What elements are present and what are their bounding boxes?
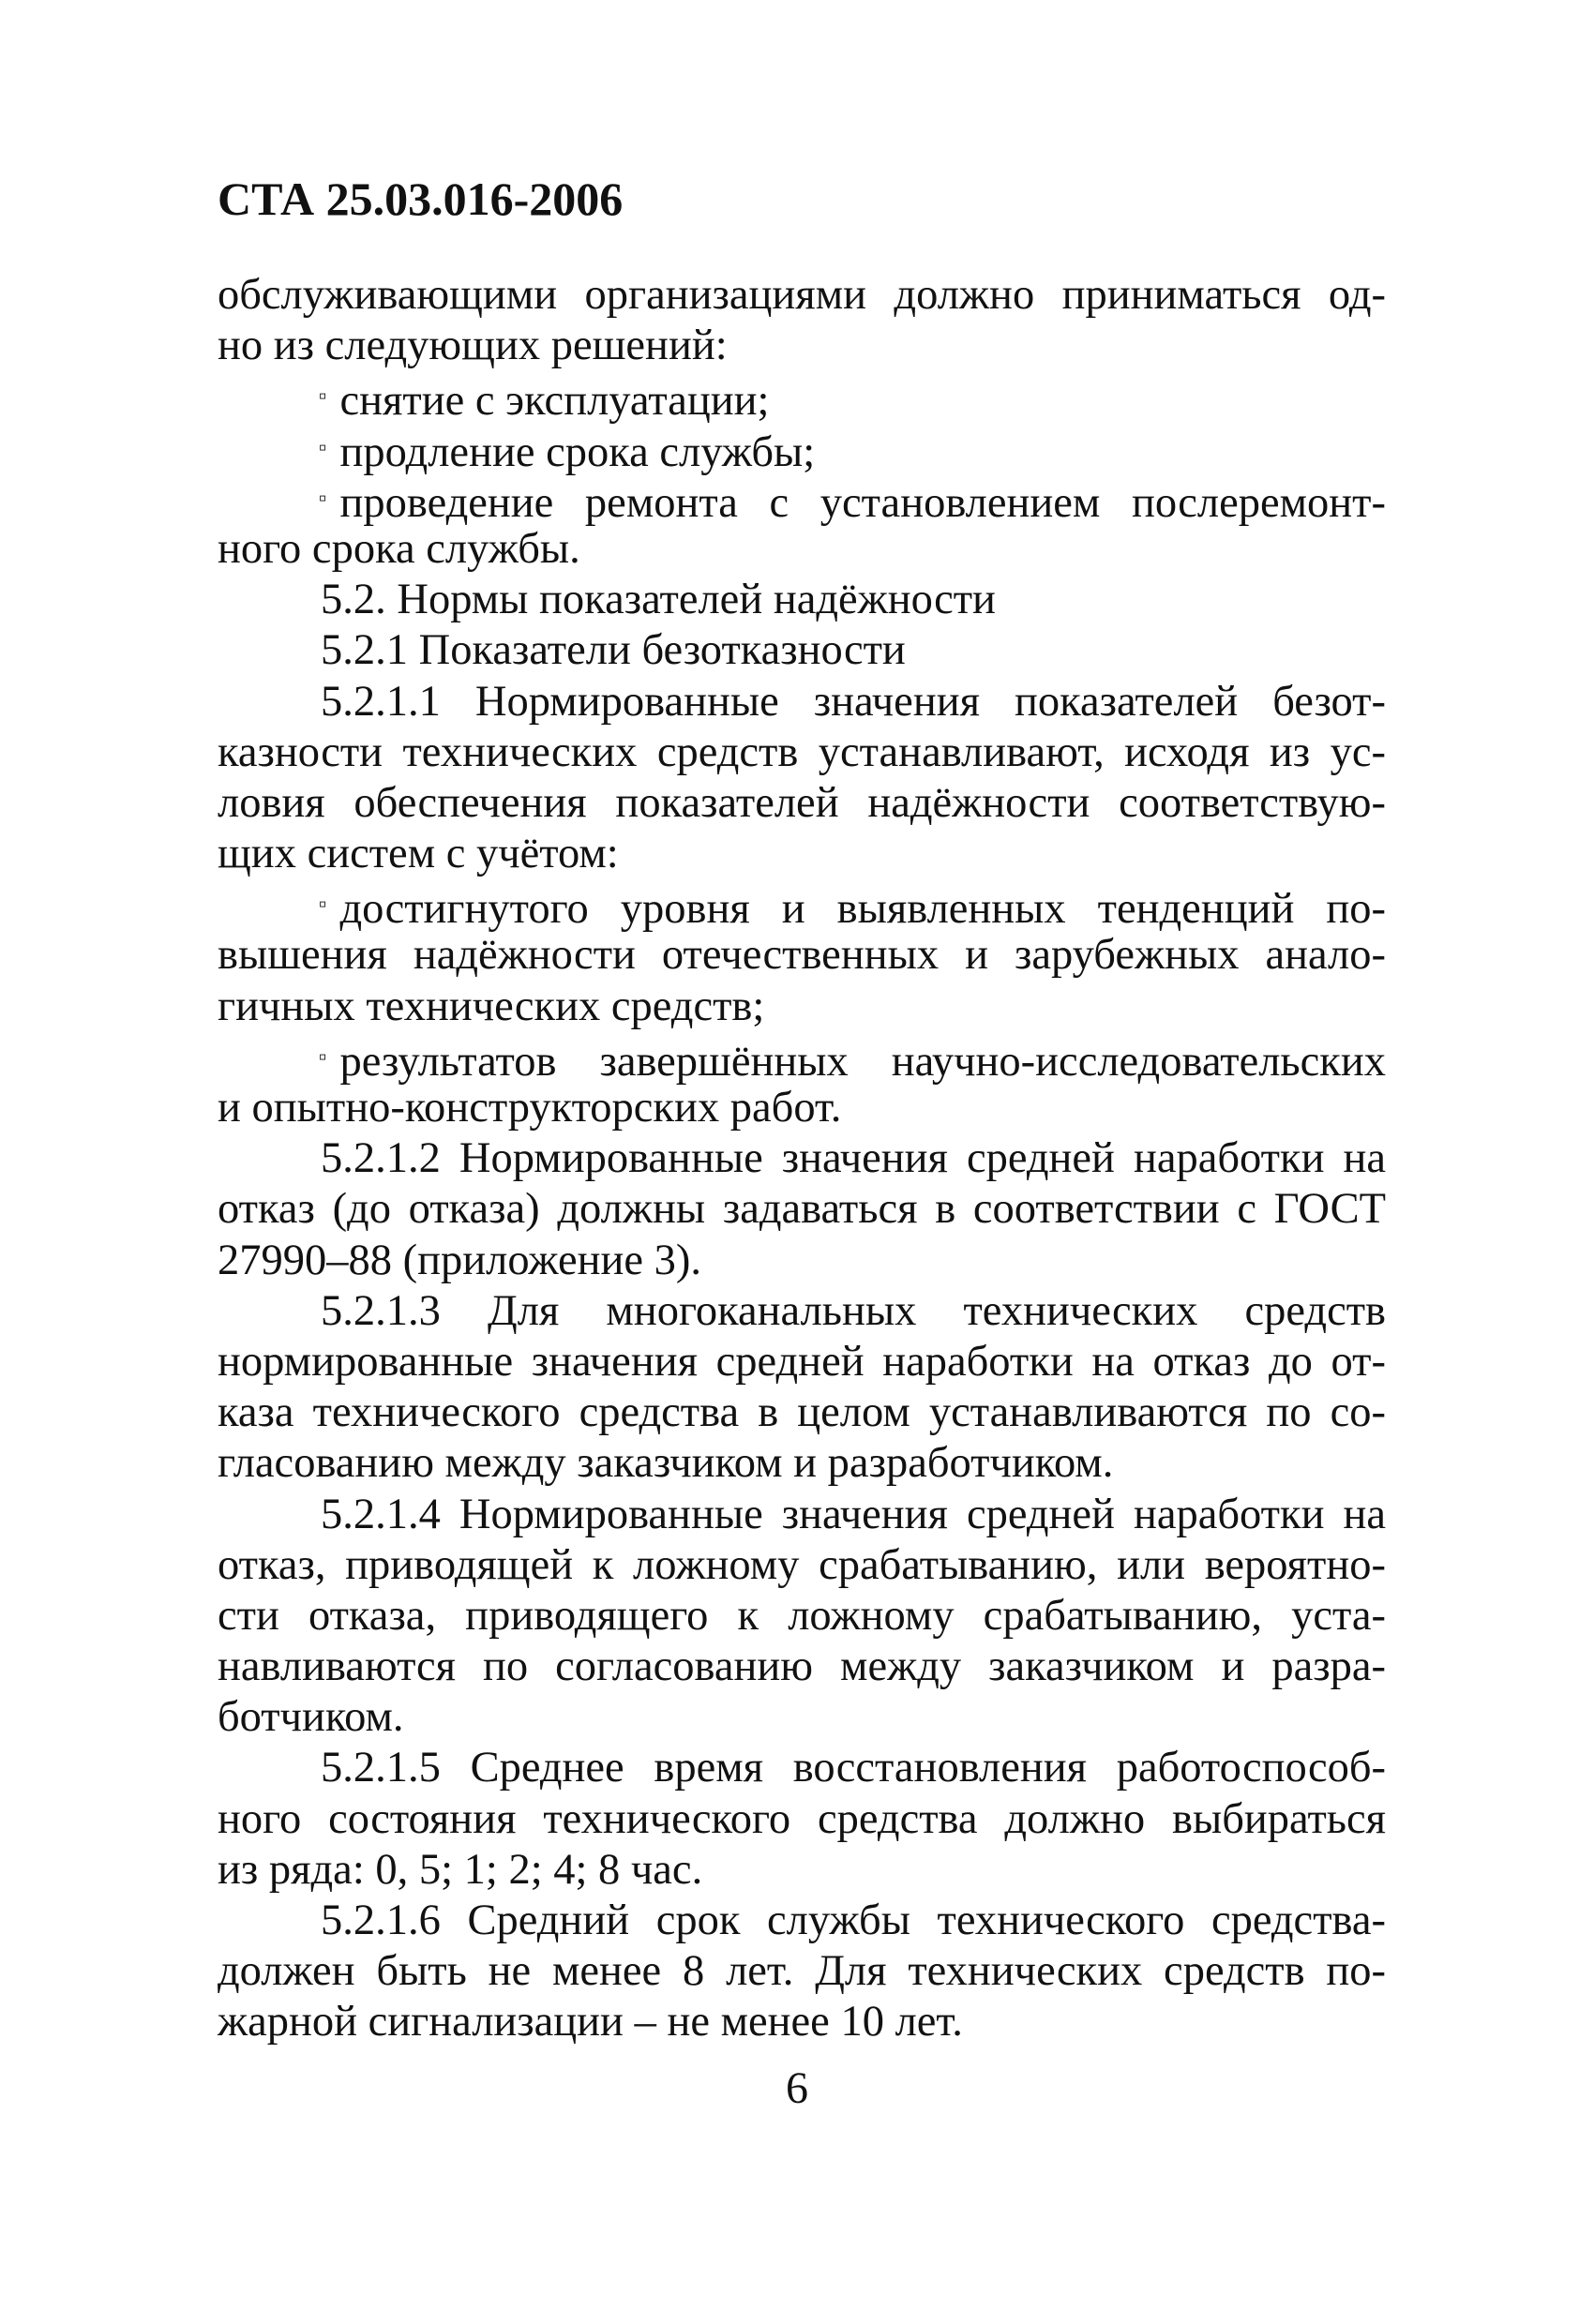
list-item-text: достигнутого уровня и выявленных тенденций по-	[339, 885, 1386, 934]
text-line: казности технических средств устанавливают, исходя из ус-	[218, 727, 1386, 776]
text-line: обслуживающими организациями должно приниматься од-	[218, 271, 1386, 319]
document-code: СТА 25.03.016-2006	[218, 172, 624, 225]
text-line: гичных технических средств;	[218, 982, 765, 1030]
text-line: 5.2.1.2 Нормированные значения средней наработки на	[321, 1134, 1386, 1183]
text-line: ного состояния технического средства должно выбираться	[218, 1794, 1386, 1843]
text-line: гласованию между заказчиком и разработчиком.	[218, 1439, 1114, 1488]
text-line: но из следующих решений:	[218, 322, 728, 370]
list-item-text: продление срока службы;	[339, 427, 816, 476]
bullet-icon	[319, 428, 340, 476]
list-item-text: проведение ремонта с установлением послеремонт-	[339, 478, 1386, 527]
bullet-icon	[319, 377, 340, 425]
text-line: навливаются по согласованию между заказчиком и разра-	[218, 1642, 1386, 1691]
text-line: щих систем с учётом:	[218, 830, 619, 878]
text-line: ботчиком.	[218, 1693, 404, 1742]
text-line: должен быть не менее 8 лет. Для технических средств по-	[218, 1947, 1386, 1996]
document-body	[218, 270, 1386, 2048]
section-heading: 5.2.1 Показатели безотказности	[321, 626, 906, 675]
list-item	[218, 1032, 1386, 1086]
section-heading: 5.2. Нормы показателей надёжности	[321, 576, 996, 624]
text-line: из ряда: 0, 5; 1; 2; 4; 8 час.	[218, 1845, 703, 1894]
text-line: нормированные значения средней наработки на отказ до от-	[218, 1337, 1386, 1386]
page-number: 6	[786, 2063, 808, 2113]
text-line: отказ, приводящей к ложному срабатыванию, или вероятно-	[218, 1540, 1386, 1589]
text-line: каза технического средства в целом устанавливаются по со-	[218, 1388, 1386, 1437]
text-line: ного срока службы.	[218, 524, 580, 573]
text-line: вышения надёжности отечественных и зарубежных анало-	[218, 931, 1386, 980]
list-item	[218, 879, 1386, 934]
list-item-text: результатов завершённых научно-исследовательских	[339, 1037, 1386, 1086]
text-line: ловия обеспечения показателей надёжности соответствую-	[218, 778, 1386, 827]
bullet-icon	[319, 885, 340, 933]
text-line: 5.2.1.3 Для многоканальных технических средств	[321, 1286, 1386, 1335]
bullet-icon	[319, 1038, 340, 1086]
text-line: отказ (до отказа) должны задаваться в соответствии с ГОСТ	[218, 1185, 1386, 1234]
list-item	[218, 473, 1386, 527]
text-line: 27990–88 (приложение 3).	[218, 1236, 701, 1284]
list-item-text: снятие с эксплуатации;	[339, 377, 770, 426]
bullet-icon	[319, 479, 340, 527]
text-line: 5.2.1.1 Нормированные значения показателей безот-	[321, 677, 1386, 726]
list-item	[218, 371, 1386, 426]
text-line: 5.2.1.5 Среднее время восстановления работоспособ-	[321, 1744, 1386, 1792]
text-line: сти отказа, приводящего к ложному срабатыванию, уста-	[218, 1591, 1386, 1640]
text-line: 5.2.1.4 Нормированные значения средней наработки на	[321, 1490, 1386, 1538]
text-line: и опытно-конструкторских работ.	[218, 1084, 842, 1132]
list-item	[218, 423, 1386, 476]
text-line: жарной сигнализации – не менее 10 лет.	[218, 1998, 963, 2047]
text-line: 5.2.1.6 Средний срок службы технического средства-	[321, 1897, 1386, 1944]
